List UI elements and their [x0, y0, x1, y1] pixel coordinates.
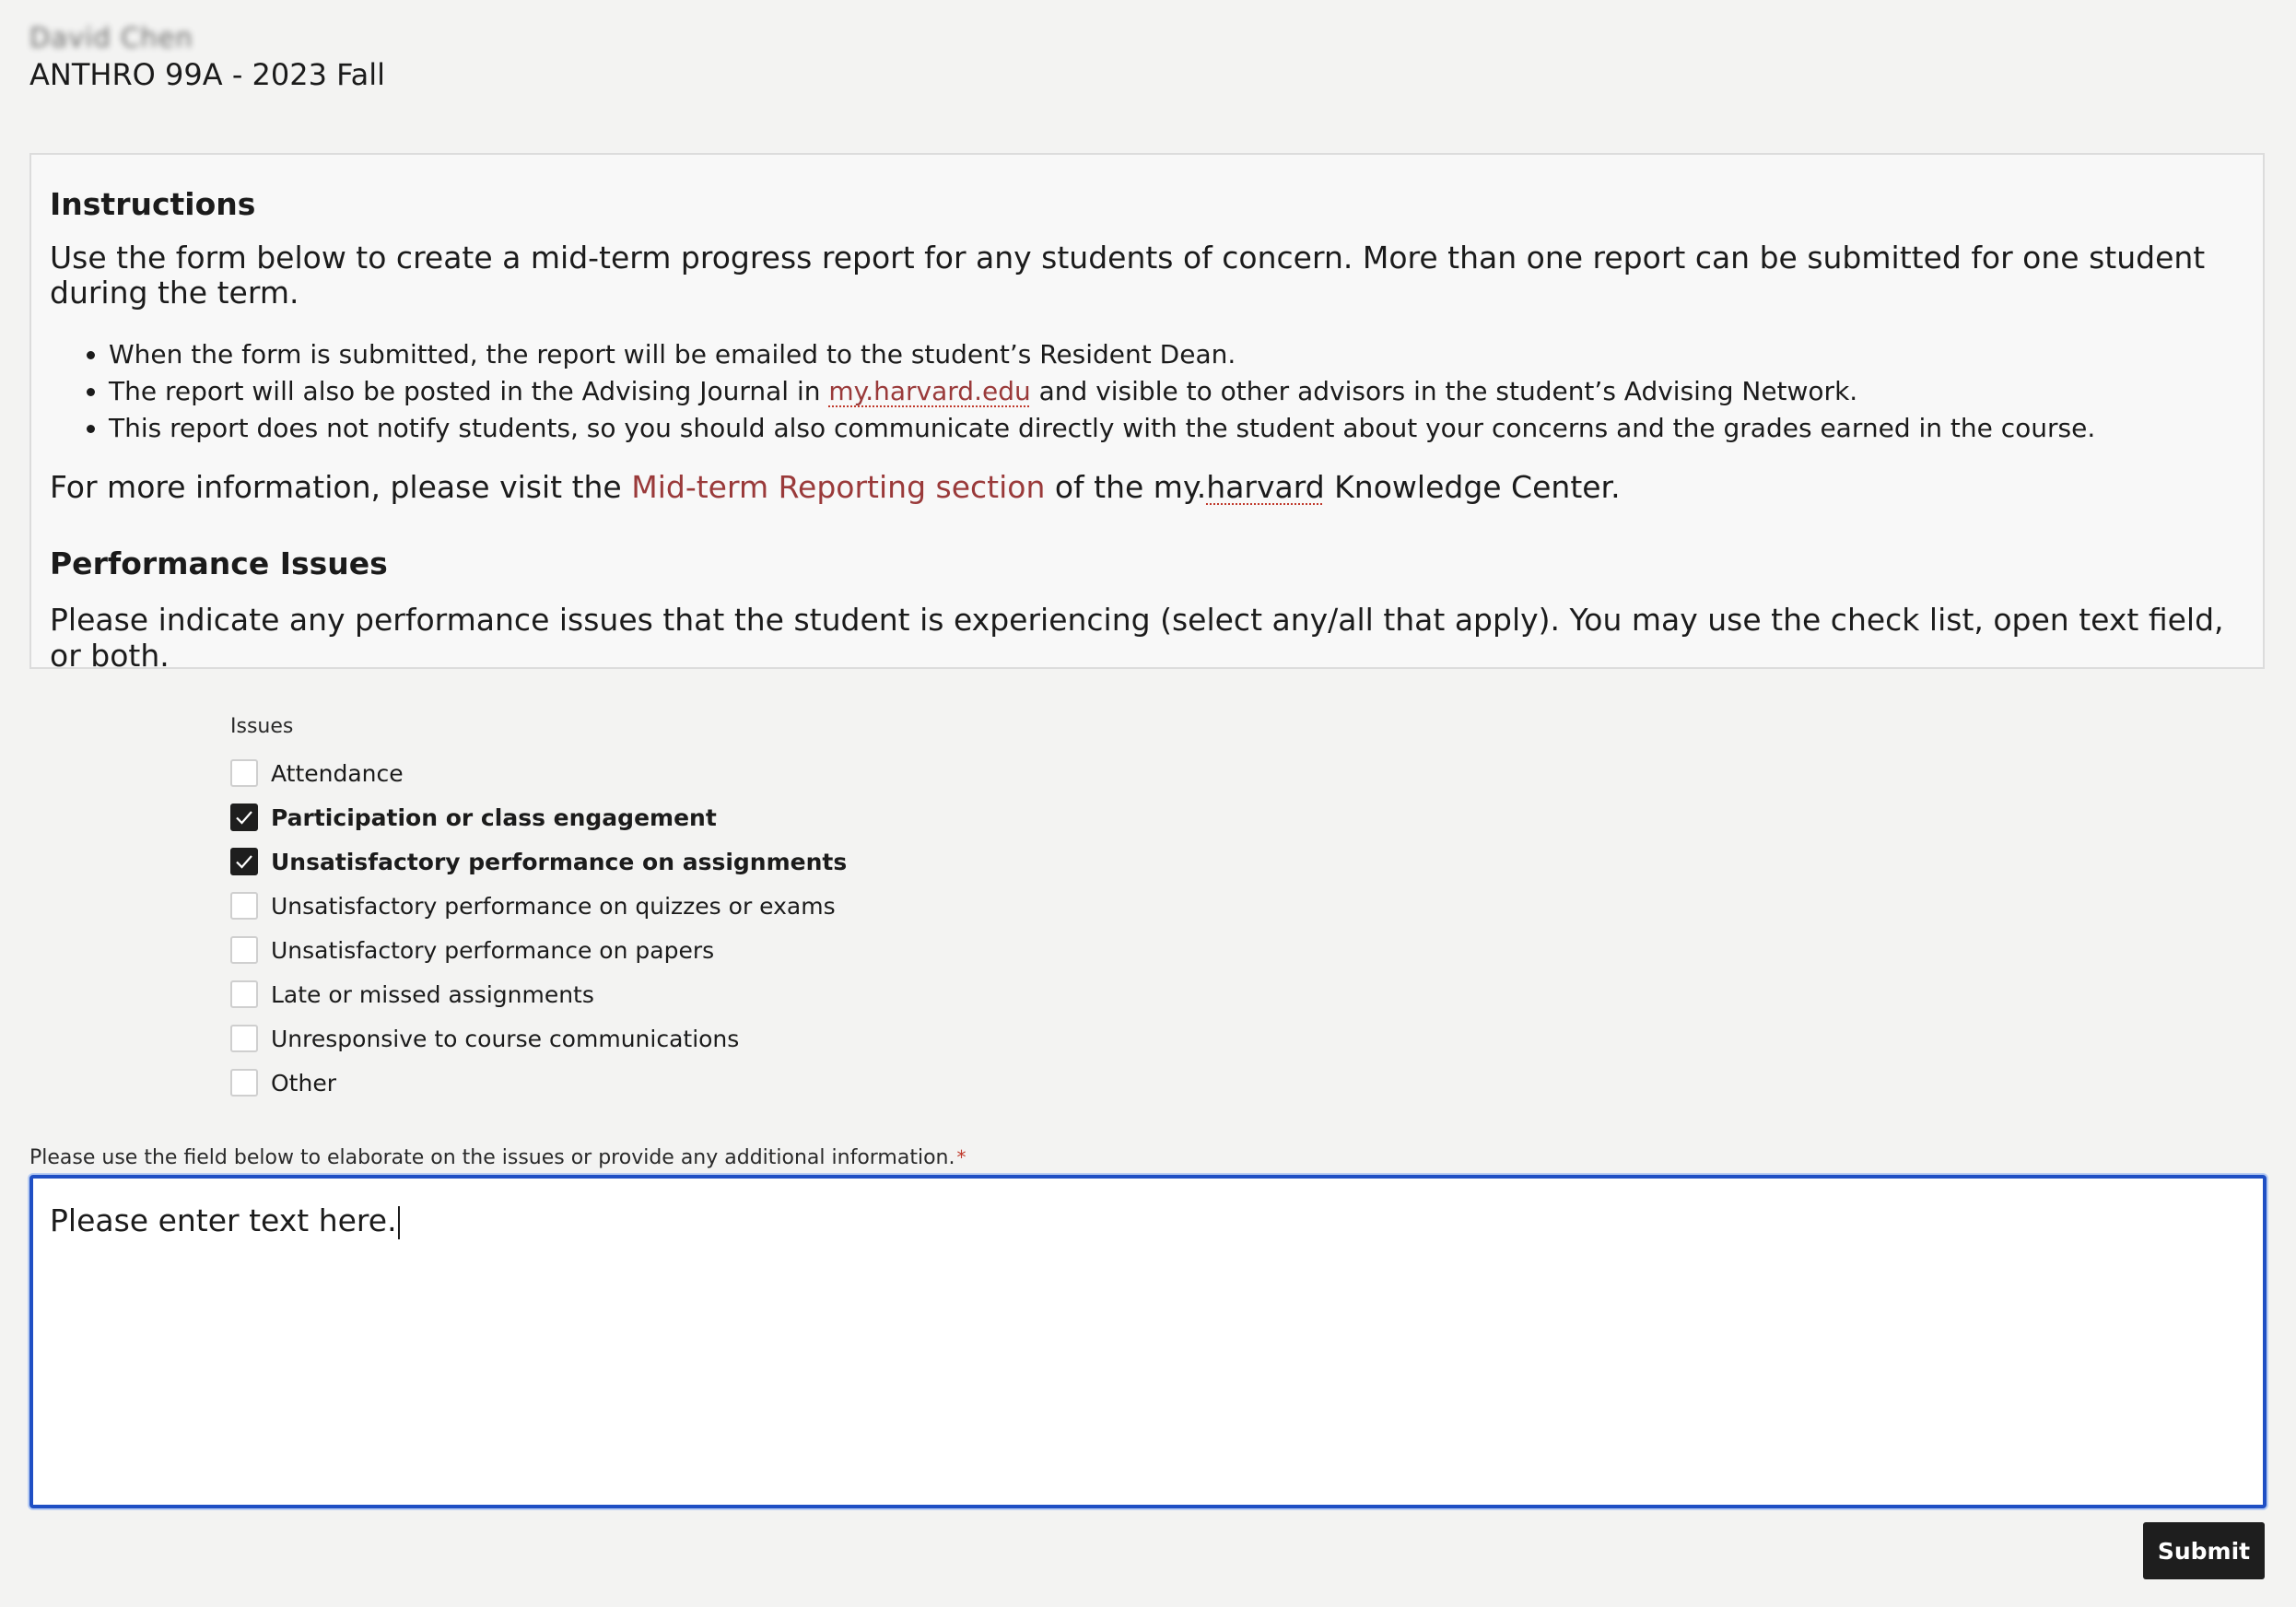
details-textarea[interactable] [29, 1175, 2267, 1508]
checkbox[interactable] [230, 980, 258, 1008]
details-label-text: Please use the field below to elaborate on the issues or provide any additional information. [29, 1146, 955, 1169]
more-info-middle: of the my. [1045, 469, 1207, 505]
course-title: ANTHRO 99A - 2023 Fall [29, 57, 385, 92]
issue-label: Unsatisfactory performance on papers [271, 936, 715, 964]
issues-checklist [230, 715, 847, 1105]
bullet-item [109, 336, 2244, 373]
checkbox[interactable] [230, 892, 258, 920]
issue-row[interactable] [230, 751, 847, 795]
details-textarea-value: Please enter text here. [50, 1202, 397, 1238]
checkmark-icon [234, 851, 254, 872]
more-info-before: For more information, please visit the [50, 469, 632, 505]
bullet-text: When the form is submitted, the report will be emailed to the student’s Resident Dean. [109, 339, 1236, 369]
more-info-after: Knowledge Center. [1324, 469, 1621, 505]
instructions-heading: Instructions [50, 186, 256, 222]
more-info-text [50, 469, 2244, 505]
bullet-item [109, 373, 2244, 410]
issue-label: Unsatisfactory performance on assignments [271, 848, 848, 875]
bullet-text: This report does not notify students, so you should also communicate directly with the student about your concerns and the grades earned in the course. [109, 413, 2096, 443]
text-caret [398, 1206, 400, 1239]
performance-heading: Performance Issues [50, 545, 388, 581]
midterm-reporting-link[interactable]: Mid-term Reporting section [631, 469, 1046, 505]
more-info-spell-word: harvard [1206, 469, 1325, 505]
bullet-item [109, 410, 2244, 447]
checkmark-icon [234, 807, 254, 827]
required-mark: * [956, 1146, 966, 1168]
issue-label: Unresponsive to course communications [271, 1025, 740, 1052]
issue-label: Other [271, 1069, 336, 1097]
issue-row[interactable] [230, 972, 847, 1016]
checkbox-checked[interactable] [230, 848, 258, 875]
issue-row[interactable] [230, 928, 847, 972]
issue-label: Late or missed assignments [271, 980, 594, 1008]
issue-row[interactable] [230, 1016, 847, 1061]
instructions-bullets [50, 336, 2244, 447]
issue-label: Unsatisfactory performance on quizzes or exams [271, 892, 836, 920]
checkbox[interactable] [230, 759, 258, 787]
checkbox-checked[interactable] [230, 804, 258, 831]
submit-button[interactable]: Submit [2143, 1522, 2265, 1579]
details-label [29, 1146, 966, 1169]
student-name: David Chen [29, 22, 193, 53]
issues-list [230, 751, 847, 1105]
bullet-text-after: and visible to other advisors in the student’s Advising Network. [1030, 376, 1858, 406]
instructions-intro: Use the form below to create a mid-term progress report for any students of concern. More than one report can be submitted for one student during the term. [50, 240, 2206, 311]
issue-label: Participation or class engagement [271, 804, 717, 831]
issue-row[interactable] [230, 839, 847, 884]
performance-text: Please indicate any performance issues that the student is experiencing (select any/all that apply). You may use the check list, open text field, or both. [50, 602, 2224, 674]
issue-label: Attendance [271, 759, 404, 787]
checkbox[interactable] [230, 1025, 258, 1052]
instructions-panel [29, 153, 2265, 674]
my-harvard-link[interactable]: my.harvard.edu [828, 376, 1031, 406]
issue-row[interactable] [230, 884, 847, 928]
checkbox[interactable] [230, 1069, 258, 1097]
checkbox[interactable] [230, 936, 258, 964]
issues-label: Issues [230, 715, 294, 738]
bullet-text-before: The report will also be posted in the Advising Journal in [109, 376, 829, 406]
issue-row[interactable] [230, 1061, 847, 1105]
issue-row[interactable] [230, 795, 847, 839]
